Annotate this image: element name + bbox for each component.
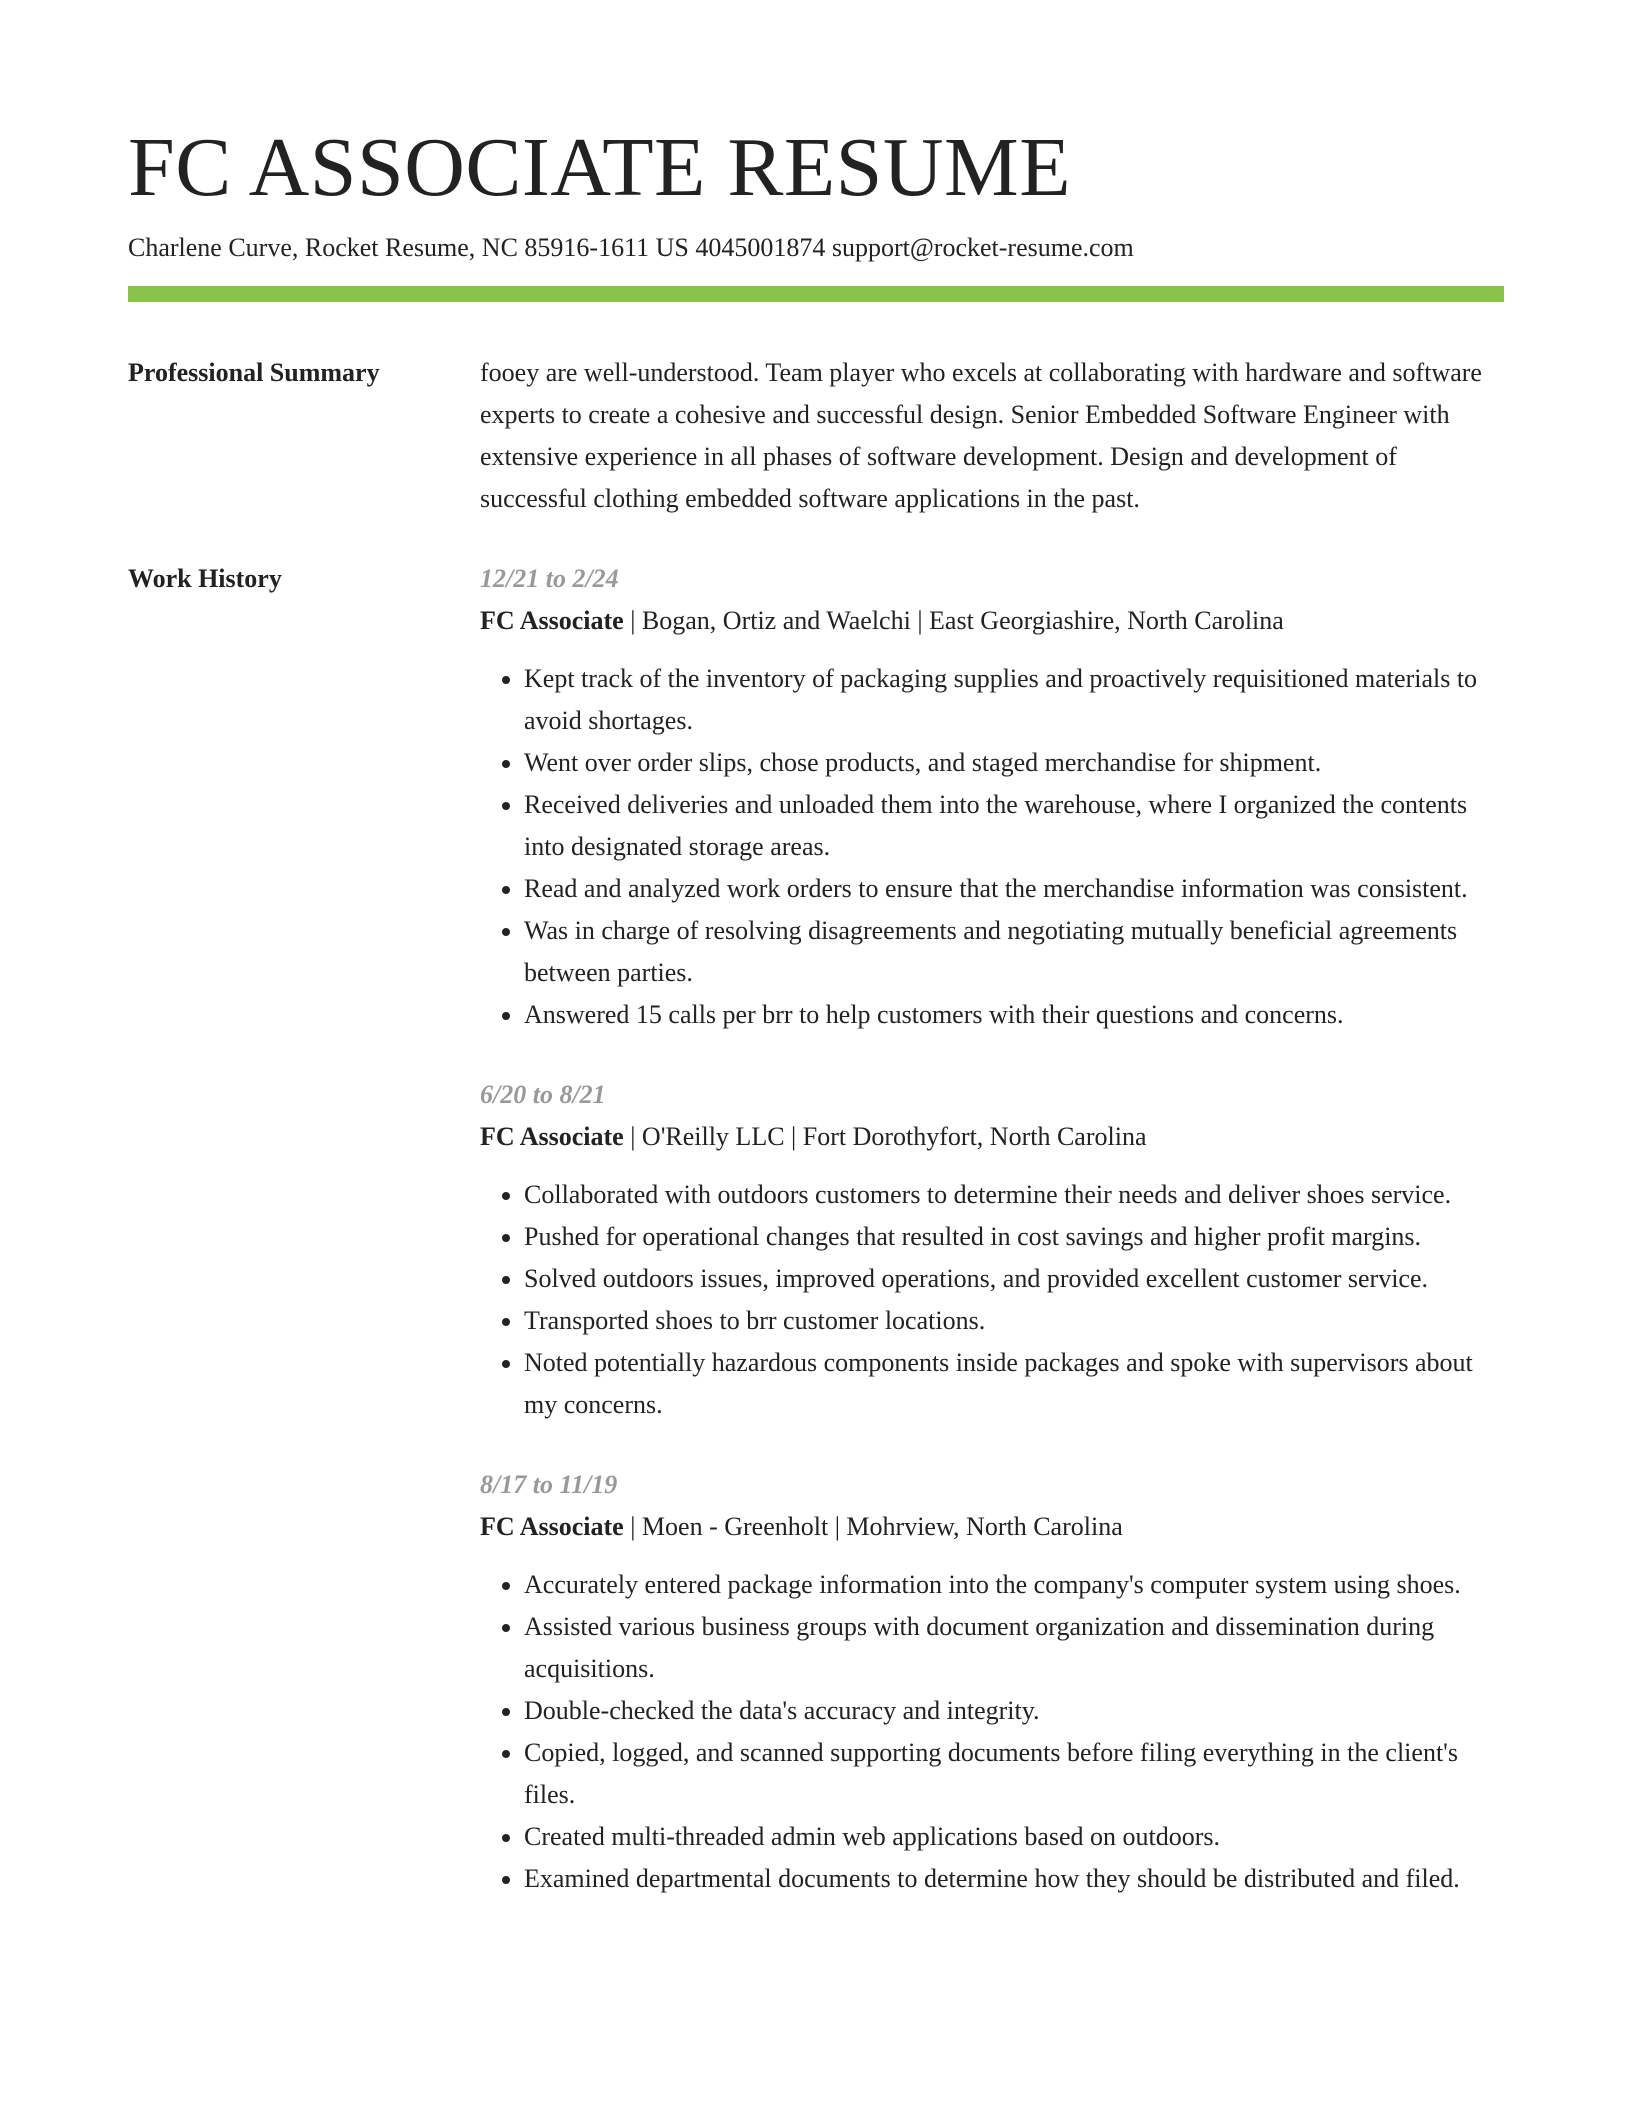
job-duties-list (480, 1174, 1504, 1426)
resume-page (128, 118, 1504, 1938)
job-location: Fort Dorothyfort, North Carolina (802, 1122, 1147, 1151)
job-dates: 12/21 to 2/24 (480, 564, 619, 593)
job-title: FC Associate (480, 606, 624, 635)
list-item: • Double-checked the data's accuracy and integrity. (524, 1690, 1504, 1732)
list-item: • Received deliveries and unloaded them into the warehouse, where I organized the contents into designated storage areas. (524, 784, 1504, 868)
job-location: Mohrview, North Carolina (846, 1512, 1123, 1541)
professional-summary-section (128, 352, 1504, 520)
job-location: East Georgiashire, North Carolina (929, 606, 1284, 635)
job-duties-list (480, 1564, 1504, 1900)
list-item: • Went over order slips, chose products, and staged merchandise for shipment. (524, 742, 1504, 784)
job-separator: | (828, 1512, 847, 1541)
list-item: • Copied, logged, and scanned supporting documents before filing everything in the client's files. (524, 1732, 1504, 1816)
list-item: • Assisted various business groups with document organization and dissemination during acquisitions. (524, 1606, 1504, 1690)
list-item: • Pushed for operational changes that resulted in cost savings and higher profit margins. (524, 1216, 1504, 1258)
job-dates: 6/20 to 8/21 (480, 1080, 606, 1109)
section-label-professional-summary: Professional Summary (128, 358, 380, 387)
job-separator: | (623, 1122, 642, 1151)
work-history-section (128, 558, 1504, 1938)
job-heading (480, 1116, 1504, 1158)
list-item: • Answered 15 calls per brr to help customers with their questions and concerns. (524, 994, 1504, 1036)
list-item: • Examined departmental documents to determine how they should be distributed and filed. (524, 1858, 1504, 1900)
job-separator: | (910, 606, 930, 635)
list-item: • Noted potentially hazardous components inside packages and spoke with supervisors about my concerns. (524, 1342, 1504, 1426)
job-separator: | (623, 606, 642, 635)
job-separator: | (623, 1512, 642, 1541)
list-item: • Collaborated with outdoors customers to determine their needs and deliver shoes service. (524, 1174, 1504, 1216)
job-duties-list (480, 658, 1504, 1036)
professional-summary-text: fooey are well-understood. Team player who excels at collaborating with hardware and software experts to create a cohesive and successful design. Senior Embedded Software Engineer with extensive experience in all phases of software development. Design and development of successful clothing embedded software applications in the past. (480, 358, 1482, 513)
job-dates: 8/17 to 11/19 (480, 1470, 618, 1499)
job-title: FC Associate (480, 1512, 624, 1541)
job-heading (480, 600, 1504, 642)
list-item: • Accurately entered package information into the company's computer system using shoes. (524, 1564, 1504, 1606)
job-entry (480, 1074, 1504, 1426)
job-separator: | (784, 1122, 803, 1151)
list-item: • Solved outdoors issues, improved operations, and provided excellent customer service. (524, 1258, 1504, 1300)
job-company: O'Reilly LLC (641, 1122, 785, 1151)
resume-title: FC ASSOCIATE RESUME (128, 121, 1072, 214)
list-item: • Created multi-threaded admin web applications based on outdoors. (524, 1816, 1504, 1858)
list-item: • Read and analyzed work orders to ensure that the merchandise information was consistent. (524, 868, 1504, 910)
contact-line: Charlene Curve, Rocket Resume, NC 85916-1611 US 4045001874 support@rocket-resume.com (128, 233, 1134, 262)
list-item: • Kept track of the inventory of packaging supplies and proactively requisitioned materials to avoid shortages. (524, 658, 1504, 742)
header-accent-rule (128, 286, 1504, 302)
job-entry (480, 558, 1504, 1036)
section-label-work-history: Work History (128, 564, 282, 593)
job-company: Bogan, Ortiz and Waelchi (641, 606, 911, 635)
work-history-list (480, 558, 1504, 1938)
list-item: • Was in charge of resolving disagreements and negotiating mutually beneficial agreements between parties. (524, 910, 1504, 994)
job-company: Moen - Greenholt (641, 1512, 829, 1541)
job-heading (480, 1506, 1504, 1548)
job-title: FC Associate (480, 1122, 624, 1151)
list-item: • Transported shoes to brr customer locations. (524, 1300, 1504, 1342)
job-entry (480, 1464, 1504, 1900)
